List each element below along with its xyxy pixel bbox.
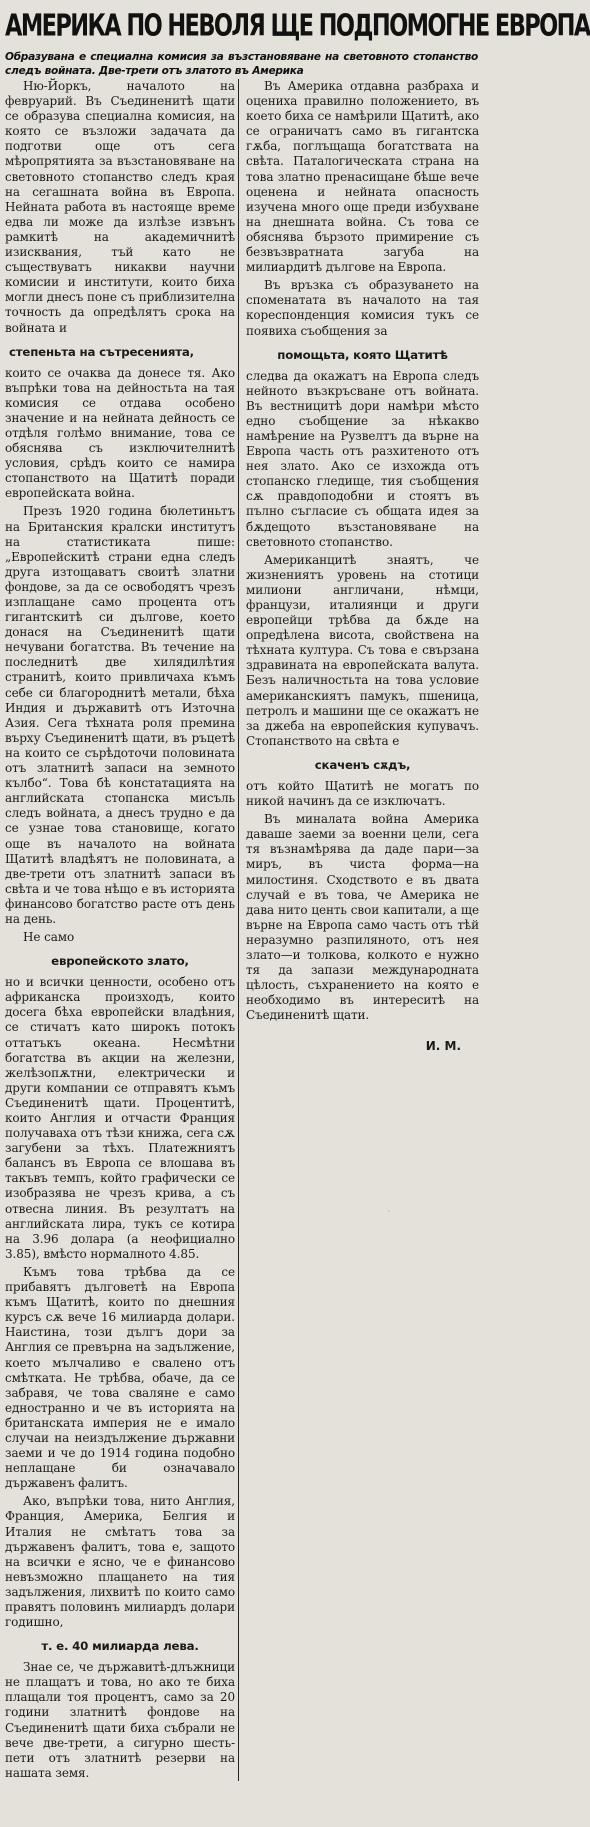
article-subhead: Образувана е специална комисия за възстановяване на световното стопанство следъ войната. Две-трети отъ златото въ Америка — [5, 51, 478, 77]
author-signature: И. М. — [425, 1039, 461, 1054]
paragraph: Въ Америка отдавна разбраха и оцениха правилно положението, въ което биха се намѣрили Щатитѣ, ако се ограничатъ само въ гигантска гѫба, поглъщаща богатствата на свѣта. Паталогическата страна на това златно пренасищане бѣше вече оценена и нейната опасность изучена много още преди избухване на днешната война. Съ това се обяснява бързото примирение съ безвъзвратната загуба на милиардитѣ дългове на Европа. — [246, 79, 479, 275]
section-heading: скаченъ сѫдъ, — [314, 757, 411, 772]
paragraph: Въ връзка съ образуването на споменатата въ началото на тая кореспонденция комисия тукъ се появиха съобщения за — [246, 278, 479, 338]
section-heading: помощьта, която Щатитѣ — [277, 347, 448, 362]
paper-speck — [120, 520, 123, 523]
paragraph: Презъ 1920 година бюлетиньтъ на Британския кралски институтъ на статистиката пише: „Европейскитѣ страни една следъ друга изтощаватъ своитѣ златни фондове, за да се освободятъ чрезъ изплащане само процента отъ гигантскитѣ си дългове, което донася на Съединенитѣ щати нечувани богатства. Въ течение на последнитѣ две хилядилѣтия странитѣ, които привличаха къмъ себе си благороднитѣ метали, бѣха Индия и държавитѣ отъ Източна Азия. Сега тѣхната роля премина върху Съединенитѣ щати, въ ръцетѣ на които се сърѣдоточи половината отъ златнитѣ запаси на земното кълбо“. Това бѣ констатацията на английската стопанска мисъль следъ войната, а днесъ трудно е да се узнае това становище, когато още въ началото на войната Щатитѣ владѣятъ не половината, а две-трети отъ златнитѣ запаси въ свѣта и че това нѣщо е въ историята финансово богатство расте отъ день на день. — [5, 504, 235, 926]
section-heading: т. е. 40 милиарда лева. — [41, 1639, 199, 1654]
article-columns — [5, 79, 478, 1781]
paragraph: които се очаква да донесе тя. Ако въпрѣки това на дейностьта на тая комисия се отдава особено значение и на нейната дейность се отдѣля голѣмо внимание, това се обяснява съ изключителнитѣ условия, срѣдъ които се намира стопанството на Щатитѣ поради европейската война. — [5, 365, 235, 501]
right-column — [245, 79, 479, 1781]
paragraph: Къмъ това трѣбва да се прибавятъ дълговетѣ на Европа къмъ Щатитѣ, които по днешния курсъ сѫ вече 16 милиарда долари. Наистина, този дългъ дори за Англия се превърна на задължение, което мълчаливо е свалено отъ смѣтката. Не трѣбва, обаче, да се забравя, че това сваляне е само едностранно и че въ историята на британската империя не е имало случаи на неиздължение държавни заеми и че до 1914 година подобно неплащане би означавало държавенъ фалитъ. — [5, 1264, 235, 1491]
paragraph: Въ миналата война Америка даваше заеми за военни цели, сега тя възнамѣрява да даде пари—за миръ, въ чиста форма—на милостиня. Сходството е въ двата случай е въ това, че Америка не дава нито центь свои капитали, а ще върне на Европа само часть отъ тѣй неразумно разпиляното, отъ нея злато—и толкова, колкото е нужно тя да запази международната цѣлость, съхранението на която е необходимо въ интереситѣ на Съединенитѣ щати. — [246, 812, 479, 1023]
paragraph: Знае се, че държавитѣ-длъжници не плащатъ и това, но ако те биха плащали тоя процентъ, само за 20 години златнитѣ фондове на Съединенитѣ щати биха събрали не вече две-трети, а сигурно шесть-пети отъ златнитѣ резерви на нашата земя. — [5, 1660, 235, 1780]
paragraph: Ню-Йоркъ, началото на февруарий. Въ Съединенитѣ щати се образува специална комисия, на която се възложи задачата да подготви още отъ сега мѣропрятията за възстановяване на световното стопанство следъ края на сегашната война въ Европа. Нейната работа въ настояще време едва ли може да излѣзе извънъ рамкитѣ на академичнитѣ изисквания, тъй като не съществуватъ никакви научни комисии и институти, които биха могли днесъ поне съ приблизителна точность да опредѣлятъ срока на войната и — [5, 79, 235, 335]
paragraph: но и всички ценности, особено отъ африканска произходъ, които досега бѣха европейски владѣния, се стичатъ като широкъ потокъ оттатъкъ океана. Несмѣтни богатства въ акции на железни, желѣзопѫтни, електрически и други компании се отправятъ къмъ Съединенитѣ щати. Процентитѣ, които Англия и отчасти Франция получаваха отъ тѣзи книжа, сега сѫ загубени за тѣхъ. Платежниятъ балансъ въ Европа се влошава въ такъвъ темпъ, който графически се изобразява не чрезъ крива, а съ отвесна линия. Въ резултатъ на английската лира, тукъ се котира на 3.96 долара (а неофициално 3.85), вмѣсто нормалното 4.85. — [5, 975, 235, 1261]
paragraph: отъ който Щатитѣ не могатъ по никой начинъ да се изключатъ. — [246, 778, 479, 809]
left-column — [5, 79, 239, 1781]
paragraph: Ако, въпрѣки това, нито Англия, Франция, Америка, Белгия и Италия не смѣтатъ това за държавенъ фалитъ, това е, защото на всички е ясно, че е финансово невъзможно плащането на тия задължения, лихвитѣ по които само правятъ половинъ милиардъ долари годишно, — [5, 1494, 235, 1630]
paragraph: Американцитѣ знаятъ, че жизнениятъ уровень на стотици милиони англичани, нѣмци, французи, италиянци и други европейци трѣбва да бѫде на опредѣлена висота, свойствена на тѣхната култура. Съ това е свързана здравината на европейската валута. Безъ наличностьта на това условие американскиятъ памукъ, пшеница, петролъ и машини ще се окажатъ не за джеба на европейския купувачъ. Стопанството на свѣта е — [246, 552, 479, 748]
section-heading: европейското злато, — [51, 954, 189, 969]
paragraph: Не само — [23, 930, 75, 945]
paper-speck — [388, 1210, 390, 1212]
paragraph: следва да окажатъ на Европа следъ нейното възкръсване отъ войната. Въ вестницитѣ дори намѣри мѣсто едно съобщение за нѣкакво намѣрение на Рузвелтъ да върне на Европа часть отъ разхитеното отъ нея злато. Ако се изхожда отъ стопанско гледище, тия съобщения сѫ правдоподобни и стоятъ въ пълно съгласие съ общата идея за бѫдещото възстановяване на световното стопанство. — [246, 368, 479, 549]
section-heading: степеньта на сътресенията, — [9, 344, 194, 359]
article-headline: АМЕРИКА ПО НЕВОЛЯ ЩЕ ПОДПОМОГНЕ ЕВРОПА — [5, 8, 590, 44]
